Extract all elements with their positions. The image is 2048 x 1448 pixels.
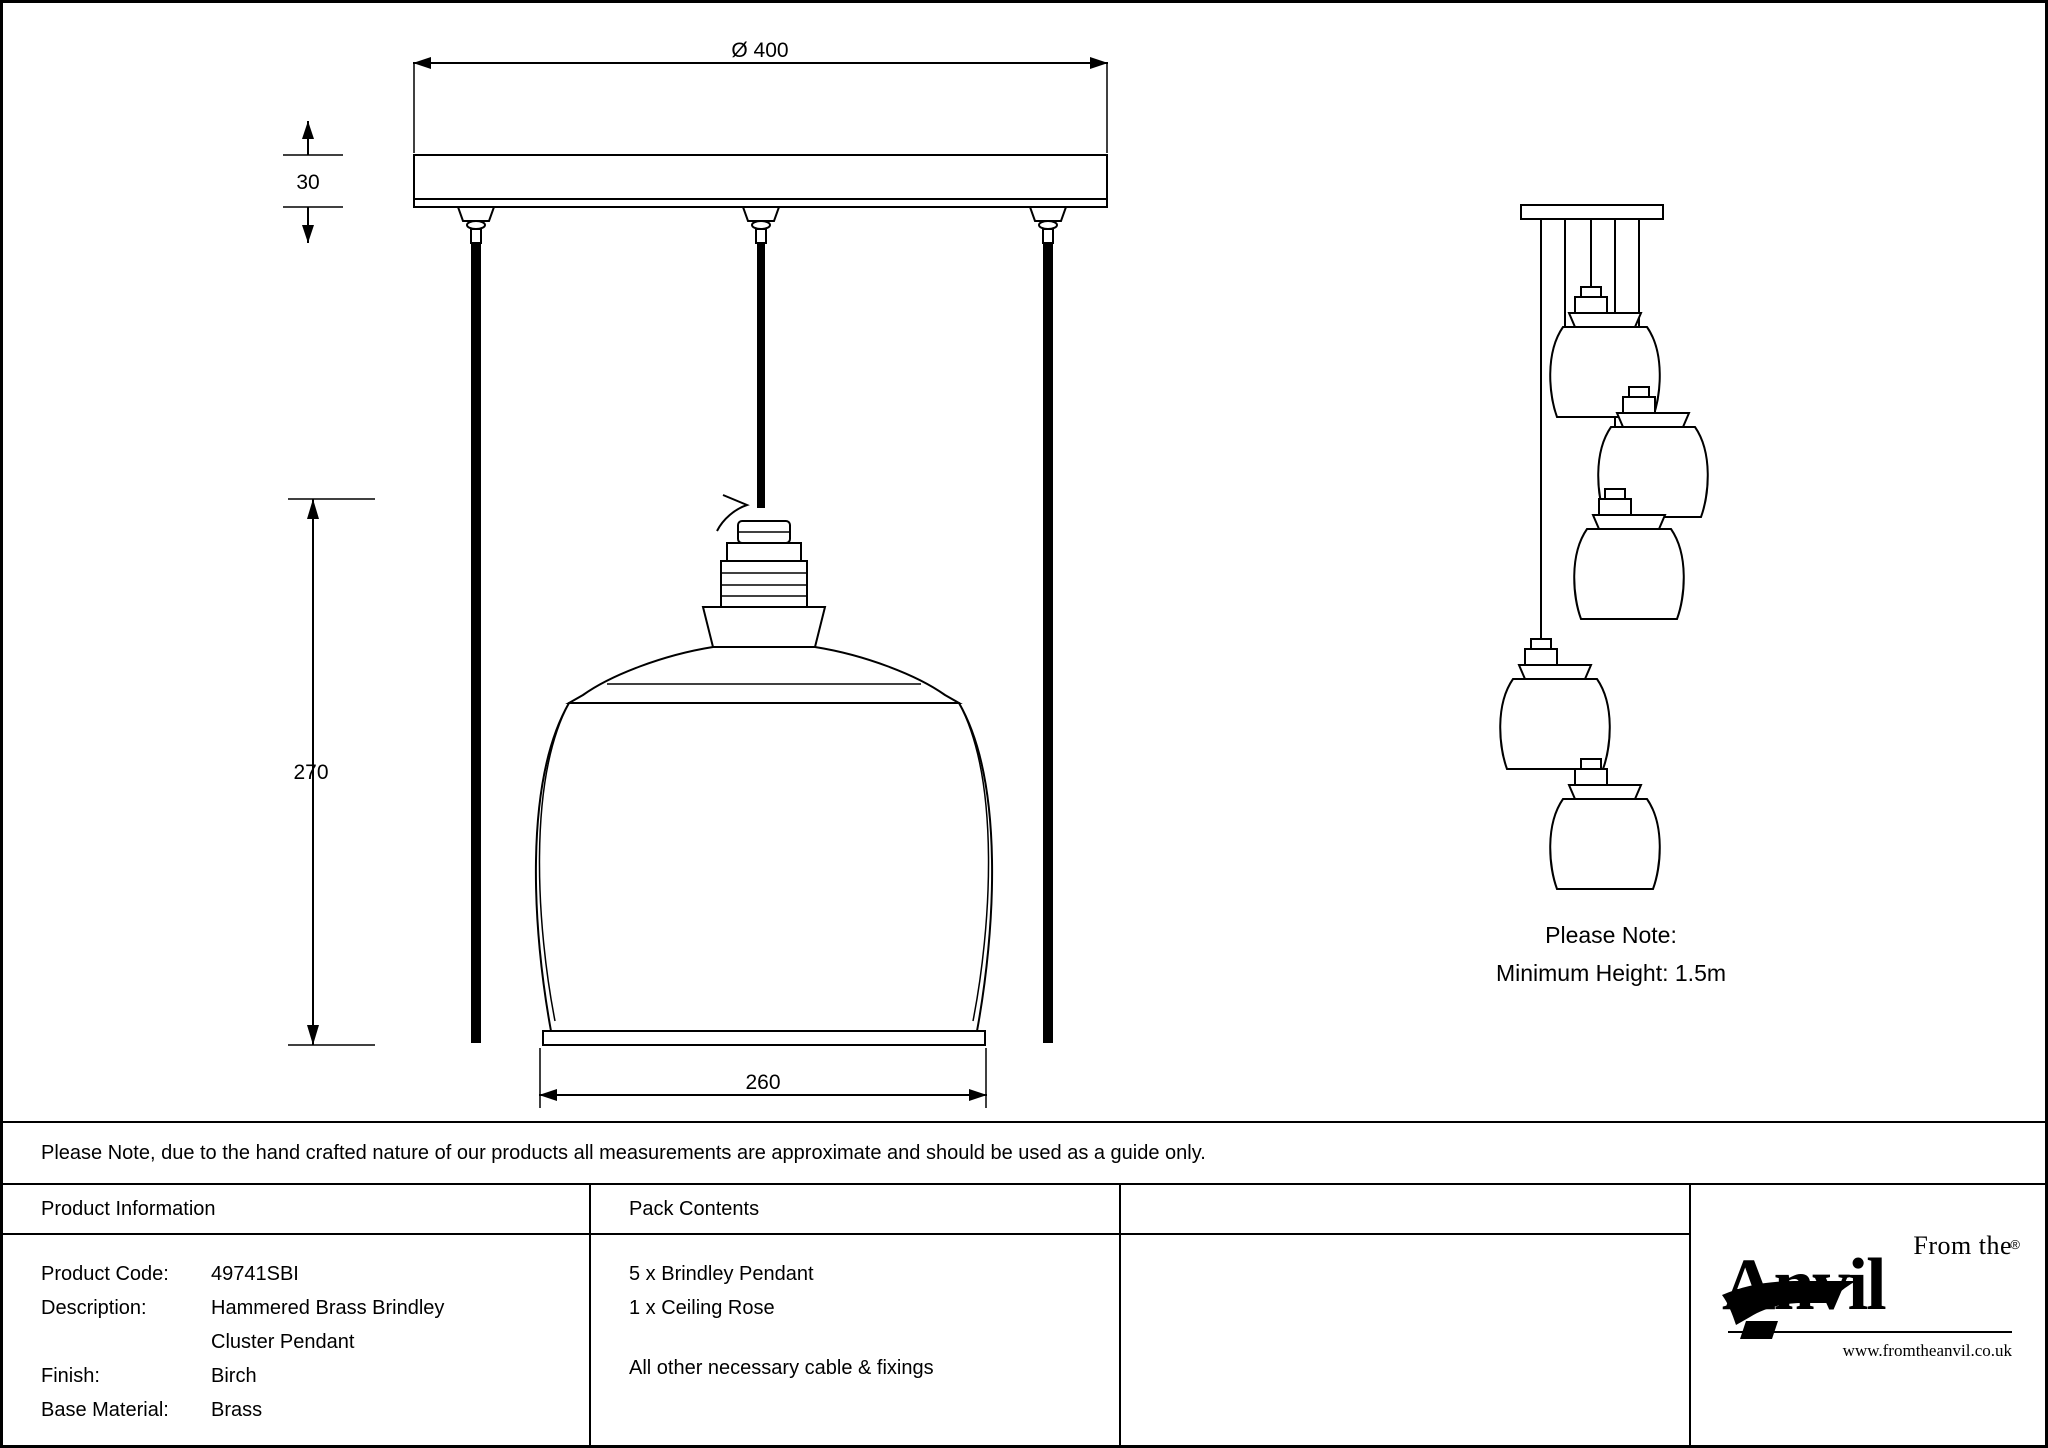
pack-contents-body (591, 1235, 1119, 1385)
description-key-cont (41, 1325, 211, 1359)
list-item: 1 x Ceiling Rose (629, 1297, 775, 1319)
pack-contents-footer: All other necessary cable & fixings (629, 1357, 934, 1379)
logo-registered-mark: ® (2010, 1236, 2020, 1252)
logo-wordmark: Anvil (1722, 1243, 1885, 1326)
table-row (41, 1325, 589, 1359)
thickness-label: 30 (296, 171, 320, 194)
brand-logo (1691, 1185, 2041, 1398)
shade-width-label: 260 (745, 1071, 781, 1094)
measurement-note-text: Please Note, due to the hand crafted nature of our products all measurements are approximate and should be used as a guide only. (41, 1141, 1206, 1164)
logo-column (1691, 1185, 2041, 1448)
blank-column (1121, 1185, 1691, 1448)
pack-contents-header-label: Pack Contents (629, 1197, 760, 1220)
list-item: 5 x Brindley Pendant (629, 1263, 814, 1285)
product-information-column (3, 1185, 591, 1448)
spacer (629, 1325, 1119, 1351)
technical-drawing (3, 3, 2045, 1123)
arrow-left (413, 57, 431, 69)
pack-contents-header (591, 1185, 1119, 1235)
measurement-note-bar (3, 1121, 2045, 1183)
table-row (41, 1359, 589, 1393)
product-information-header (3, 1185, 589, 1235)
base-material-value: Brass (211, 1399, 263, 1421)
product-information-header-label: Product Information (41, 1197, 216, 1220)
description-value: Hammered Brass Brindley (211, 1297, 445, 1319)
table-row (41, 1257, 589, 1291)
logo-url: www.fromtheanvil.co.uk (1842, 1340, 2012, 1360)
drop-height-label: 270 (293, 761, 329, 784)
product-code-value: 49741SBI (211, 1263, 299, 1285)
description-key: Description: (41, 1297, 147, 1319)
logo-top-text: From the (1913, 1230, 2012, 1260)
cluster-note-line2: Minimum Height: 1.5m (1495, 960, 1727, 986)
pack-contents-column (591, 1185, 1121, 1448)
finish-key: Finish: (41, 1365, 100, 1387)
info-table (3, 1183, 2045, 1448)
drawing-svg (3, 3, 2045, 1123)
product-information-body (3, 1235, 589, 1427)
diameter-label: Ø 400 (731, 39, 789, 62)
logo-divider (1728, 1331, 2012, 1333)
product-code-key: Product Code: (41, 1263, 169, 1285)
table-row (41, 1291, 589, 1325)
base-material-key: Base Material: (41, 1399, 169, 1421)
blank-column-header (1121, 1185, 1689, 1235)
description-value-cont: Cluster Pendant (211, 1331, 355, 1353)
finish-value: Birch (211, 1365, 257, 1387)
cluster-illustration (1500, 205, 1708, 889)
cluster-note-line1: Please Note: (1545, 922, 1677, 948)
table-row (41, 1393, 589, 1427)
arrow-right (1090, 57, 1108, 69)
